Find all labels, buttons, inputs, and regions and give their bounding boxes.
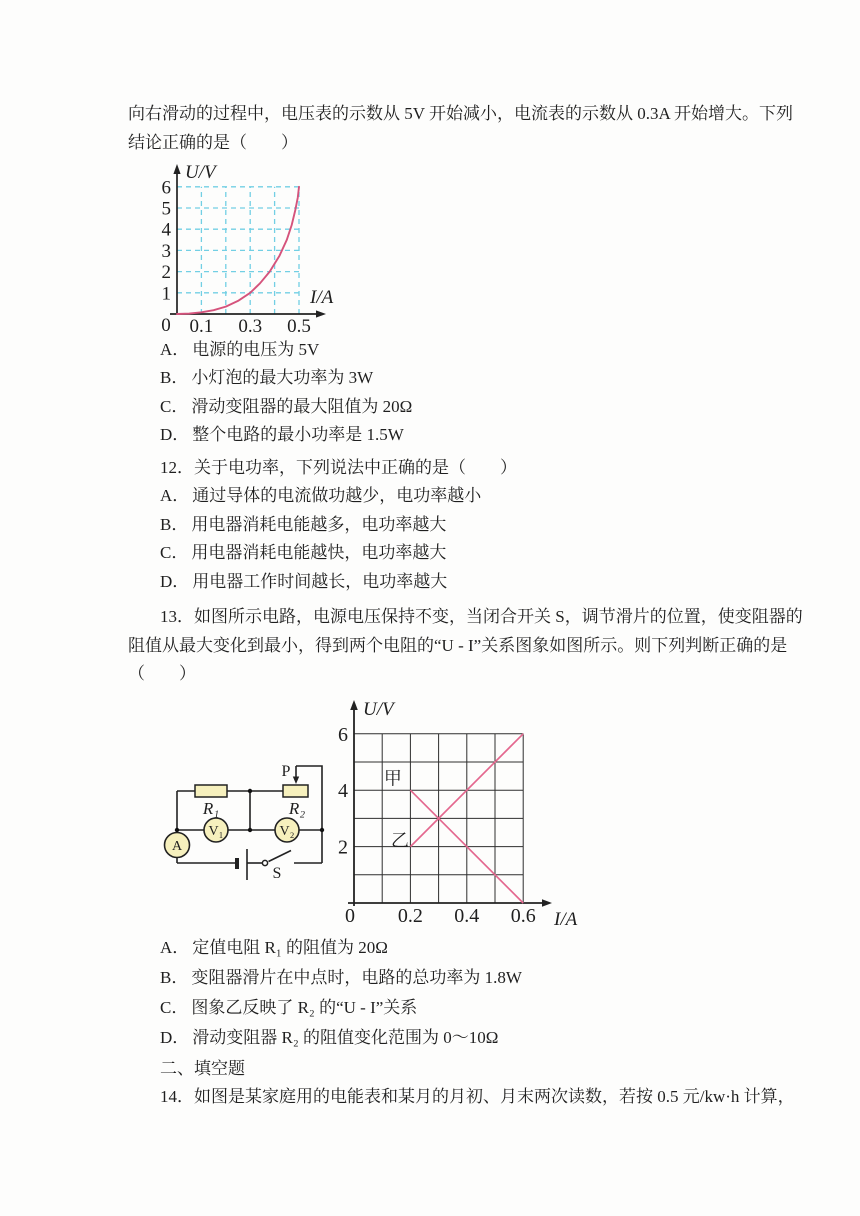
q12-block [160,454,517,597]
r2-label: R₂ [288,799,306,818]
option-label: B． [160,514,189,534]
svg-text:I/A: I/A [310,287,334,308]
slider-label: P [281,763,291,780]
intro-line-2: 结论正确的是（ ） [128,132,298,152]
two-resistor-chart [330,692,585,937]
option-label: B． [160,368,189,388]
option-label: D． [160,425,190,445]
option-row [160,393,412,421]
option-text: 图象乙反映了 R₂ 的“U - I”关系 [191,998,418,1017]
q13-stem-line-2: 阻值从最大变化到最小，得到两个电阻的“U - I”关系图象如图所示。则下列判断正确的是 [128,635,788,655]
option-row [160,963,522,993]
q14-stem: 14．如图是某家庭用的电能表和某月的月初、月末两次读数，若按 0.5 元/kw·h 计算， [160,1086,795,1106]
option-row [160,482,517,511]
svg-text:0: 0 [161,315,171,336]
option-row [160,421,412,449]
svg-text:0.3: 0.3 [238,316,263,337]
q13-stem-line-3: （ ） [128,663,196,683]
svg-text:0.2: 0.2 [397,905,423,927]
svg-text:0.1: 0.1 [189,316,214,337]
svg-text:U/V: U/V [185,162,216,183]
svg-text:4: 4 [338,780,348,803]
ammeter-label: A [171,839,183,854]
option-label: A． [160,486,190,506]
option-text: 滑动变阻器的最大阻值为 20Ω [191,396,413,416]
option-row [160,539,517,568]
svg-text:4: 4 [161,219,171,241]
option-text: 整个电路的最小功率是 1.5W [192,425,404,445]
option-row [160,1023,522,1053]
option-label: D． [160,1028,190,1047]
option-text: 变阻器滑片在中点时，电路的总功率为 1.8W [191,968,522,987]
svg-text:甲: 甲 [383,768,402,789]
option-row [160,568,517,597]
svg-text:2: 2 [338,836,348,859]
option-text: 用电器消耗电能越多，电功率越大 [191,514,447,534]
svg-text:U/V: U/V [363,699,394,720]
option-row [160,933,522,963]
option-label: D． [160,571,190,591]
option-label: C． [160,396,189,416]
svg-text:I/A: I/A [554,909,578,930]
v1-label: V₁ [208,824,224,839]
q11-options [160,336,412,450]
q13-options [160,933,522,1053]
option-text: 用电器消耗电能越快，电功率越大 [191,543,447,563]
svg-text:6: 6 [161,177,171,199]
circuit-diagram [158,754,343,889]
rheostat-r2 [283,785,308,797]
v2-label: V₂ [279,824,295,839]
option-text: 滑动变阻器 R₂ 的阻值变化范围为 0～10Ω [192,1028,499,1047]
option-text: 用电器工作时间越长，电功率越大 [192,571,448,591]
q13-stem-line-1: 13．如图所示电路，电源电压保持不变，当闭合开关 S，调节滑片的位置，使变阻器的 [160,607,803,626]
resistor-r1 [195,785,227,797]
slider-arrow [293,777,299,785]
option-text: 通过导体的电流做功越少，电功率越小 [192,486,482,506]
option-text: 小灯泡的最大功率为 3W [191,368,374,388]
option-label: C． [160,998,189,1017]
intro-line-1: 向右滑动的过程中，电压表的示数从 5V 开始减小，电流表的示数从 0.3A 开始增大。下列 [128,104,794,123]
option-label: C． [160,543,189,563]
switch-label: S [272,865,282,882]
svg-text:0.4: 0.4 [454,905,480,927]
option-label: B． [160,968,189,987]
option-row [160,993,522,1023]
r1-label: R₁ [202,799,220,818]
svg-text:0: 0 [345,905,355,927]
svg-text:乙: 乙 [390,830,409,851]
question-stem: 12．关于电功率，下列说法中正确的是（ ） [160,457,517,477]
option-row [160,336,412,364]
svg-text:6: 6 [338,723,348,746]
option-row [160,511,517,540]
svg-text:2: 2 [161,262,171,284]
option-text: 电源的电压为 5V [192,340,320,359]
svg-text:0.6: 0.6 [510,905,536,927]
option-text: 定值电阻 R₁ 的阻值为 20Ω [192,938,388,957]
svg-text:5: 5 [161,198,171,220]
svg-text:1: 1 [161,283,171,305]
option-label: A． [160,938,190,957]
option-row [160,364,412,392]
section-2-title: 二、填空题 [160,1059,245,1078]
svg-text:0.5: 0.5 [287,316,311,337]
svg-text:3: 3 [161,240,171,262]
lamp-ui-chart [148,158,348,343]
switch-pivot [262,860,267,865]
option-label: A． [160,340,190,359]
